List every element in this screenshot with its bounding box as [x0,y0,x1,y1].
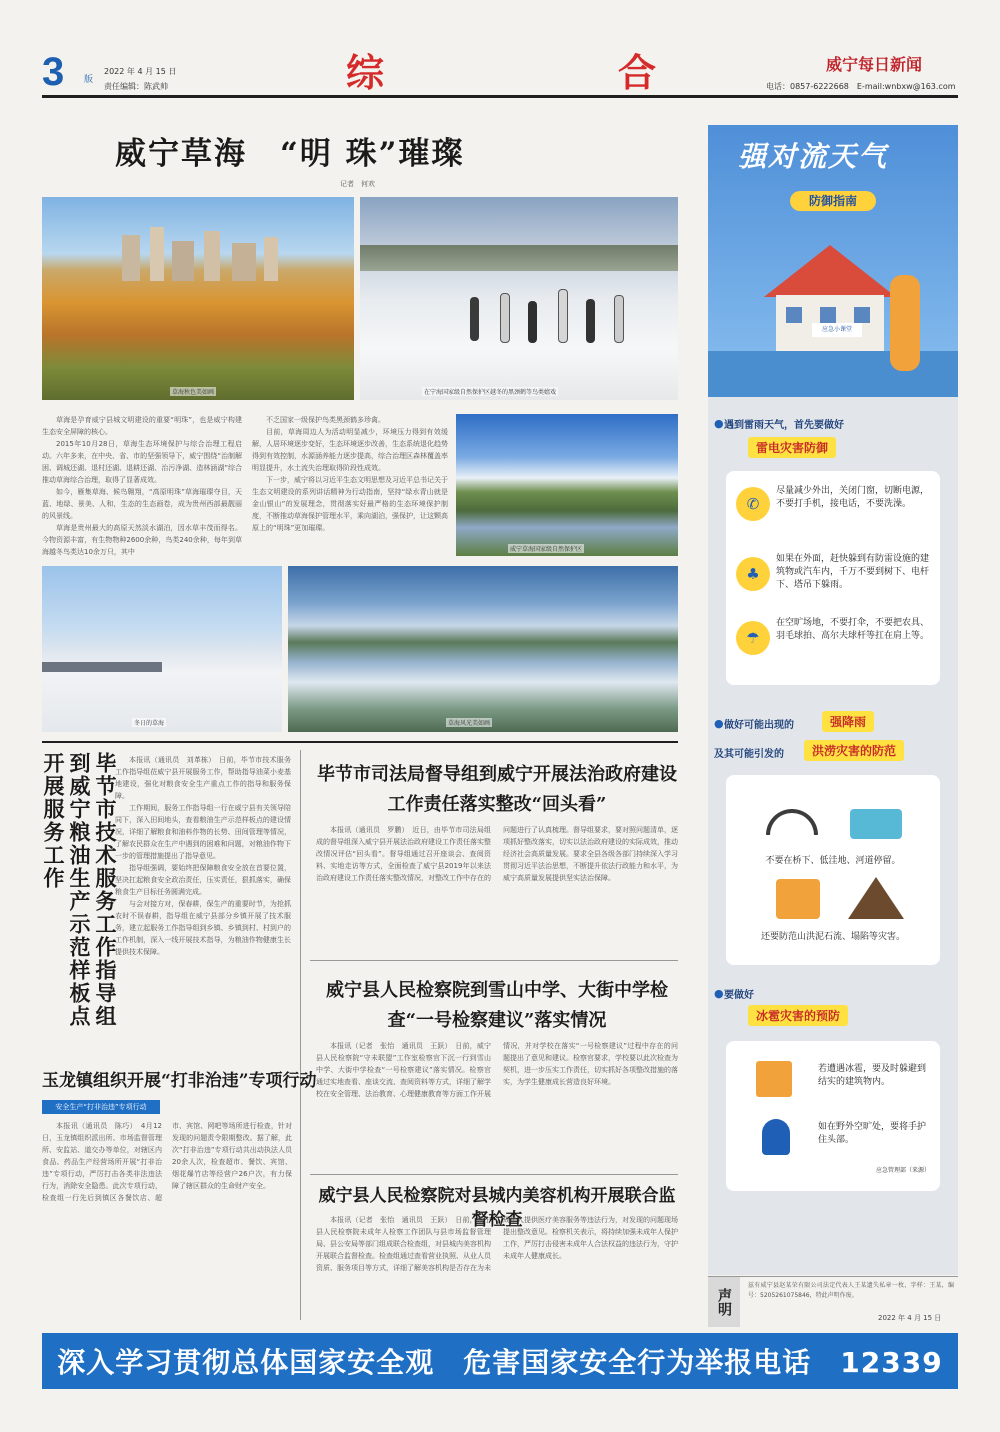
poster-subtitle: 防御指南 [790,191,876,211]
vertical-story-body [115,754,291,1050]
sifa-para: 本报讯（通讯员 罗鹏） 近日，由毕节市司法局组成的督导组深入威宁县开展法治政府建设工作责任落实整改情况评估“回头看”。督导组通过召开座谈会、查阅资料、实地走访等方式，全面检查了威宁县2019年以来法治政府建设工作责任落实整改情况，对整改工作中存在的问题进行了认真梳理。督导组要求，要对照问题清单，逐项抓好整改落实，切实以法治政府建设的实际成效，推动经济社会高质量发展。要求全县各级各部门持续深入学习贯彻习近平法治思想，不断提升依法行政能力和水平，为威宁高质量发展提供坚实法治保障。 [316,826,678,882]
sec2-lead2: 及其可能引发的 [714,749,784,760]
notice-text: 兹有威宁县赵某荣有限公司法定代表人王某遗失私章一枚，字样：王某，编号：5205261075846，特此声明作废。 [748,1282,954,1299]
issue-date: 2022 年 4 月 15 日 [104,67,177,76]
sifa-body [316,824,678,950]
notice-label: 声明 [708,1277,740,1327]
bullet-icon: ● [714,717,724,730]
page-meta [104,64,176,94]
poster-sign: 应急小课堂 [812,323,862,337]
poster-credit: 应急管理部（来源） [876,1167,931,1174]
caption-cranes: 在宁海国家级自然保护区越冬的黑颈鹤等鸟类嬉戏 [424,389,557,396]
house-roof-shape [764,245,896,297]
tip-text: 尽量减少外出，关闭门窗，切断电源，不要打手机，接电话，不要洗澡。 [776,486,930,509]
feature-col1 [42,414,242,566]
tip-text: 不要在桥下、低洼地、河道停留。 [765,856,901,866]
paper-name: 威宁每日新闻 [826,55,923,74]
story-divider [310,1174,678,1175]
feature-col1-para: 如今，雁集草海、候鸟翱翔，“高原明珠”草海璀璨夺目，天蓝、地绿、景美、人和，生态的生态画卷，成为贵州西部最靓丽的风景线。 [42,488,242,520]
feature-col2-para: 下一步，威宁将以习近平生态文明思想及习近平总书记关于生态文明建设的系列讲话精神为行动指南，坚持“绿水青山就是金山银山”的发展理念，贯彻落实好最严格的生态环境保护制度，不断推动草海保护管理水平，乘向湖泊，强保护，让这颗高原上的“明珠”更加璀璨。 [252,476,448,532]
photo-lake [288,566,678,732]
sec3-lead: 要做好 [724,990,754,1001]
caption-wetland: 威宁草海国家级自然保护区 [510,546,583,553]
vertical-story-para: 指导组强调，要始终把保障粮食安全放在首要位置，坚决扛起粮食安全政治责任，压实责任，狠抓落实，确保粮食生产目标任务圆满完成。 [115,864,291,896]
hail-tips-card [726,1041,940,1191]
vertical-story-para: 本报讯（通讯员 刘革栋） 日前，毕节市技术服务工作指导组莅威宁县开展服务工作，帮助指导油菜小麦基地建设，强化对粮食安全生产重点工作的指导和服务保障。 [115,756,291,800]
vertical-story-para: 工作期间，服务工作指导组一行在威宁县有关领导陪同下，深入田间地头，查看粮油生产示范样板点的建设情况，详细了解粮食和油料作物的长势、田间管理等情况，了解农民群众在生产中遇到的困难和问题，对粮油作物下一步的管理措施提出了指导意见。 [115,804,291,860]
vertical-story-para: 与会对接方对，保春耕，保生产的重要时节，为抢抓农时不误春耕，指导组在威宁县部分乡镇开展了技术服务，建立起服务工作指导组到乡镇、乡镇到村、村到户的工作机制，深入一线开展技术指导，为粮油作物健康生长提供技术保障。 [115,900,291,956]
sec3-pill: 冰雹灾害的预防 [748,1005,848,1026]
shelter-icon [756,1061,792,1097]
masthead-rule [42,95,958,98]
umbrella-off-icon: ☂ [736,621,770,655]
feature-col2-para: 不乏国家一级保护鸟类黑颈鹤多珍禽。 [266,416,385,424]
feature-headline: 威宁草海 “明 珠”璀璨 [115,136,465,172]
jcy1-para: 本报讯（记者 张怡 通讯员 王跃） 日前，威宁县人民检察院“守未联盟”工作室检察官下沉一行到雪山中学、大街中学检查“一号检察建议”落实情况。检察官通过实地查看、座谈交流、查阅资料等方式，详细了解学校在安全管理、法治教育、心理健康教育等方面工作开展情况，并对学校在落实“一号检察建议”过程中存在的问题提出了意见和建议。检察官要求，学校要以此次检查为契机，进一步压实工作责任，切实抓好各项整改措施的落实，为学生健康成长营造良好环境。 [316,1042,678,1098]
yulong-body [42,1120,292,1325]
bullet-icon: ● [714,417,724,430]
photo-cranes [360,197,678,400]
bullet-icon: ● [714,987,724,1000]
contact-info: 电话：0857-6222668 E-mail:wnbxw@163.com [766,82,956,91]
vertical-story-headline: 毕节市技术服务工作指导组到威宁粮油生产示范样板点开展服务工作 [41,752,118,1028]
flood-tips-card [726,775,940,965]
sec1-lead: 遇到雷雨天气，首先要做好 [724,420,844,431]
story-divider [310,960,678,961]
photo-winter [42,566,282,732]
person-icon [890,275,920,371]
feature-col1-para: 草海是贵州最大的高原天然淡水湖泊，因水草丰茂而得名。今物资源丰富，有生物物种2600余种，鸟类240余种，每年到草海越冬鸟类达10余万只，其中 [42,524,242,556]
jcy2-para: 本报讯（记者 张怡 通讯员 王跃） 日前，威宁县人民检察院未成年人检察工作团队与县市场监督管理局、县公安局等部门组成联合检查组，对县城内美容机构开展联合监督检查。检查组通过查看营业执照、从业人员资质、服务项目等方式，详细了解美容机构是否存在为未成年人提供医疗美容服务等违法行为，对发现的问题现场提出整改意见。检察机关表示，将持续加强未成年人保护工作，严厉打击侵害未成年人合法权益的违法行为，守护未成年人健康成长。 [316,1216,678,1272]
feature-col2 [252,414,448,566]
security-hotline-banner: 深入学习贯彻总体国家安全观 危害国家安全行为举报电话 12339 [42,1333,958,1389]
tip-text: 如果在外面，赶快躲到有防雷设施的建筑物或汽车内，千万不要到树下、电杆下、塔吊下躲雨。 [776,554,930,590]
feature-col1-para: 草海是孕育威宁县城文明建设的重要“明珠”，也是威宁构建生态安全屏障的核心。 [42,416,242,436]
tree-off-icon: ♣ [736,557,770,591]
feature-col2-para: 目前，草海周边人为活动明显减少，环境压力得到有效缓解，人居环境逐步变好，生态环境逐步改善，生态系统退化趋势得到有效控制，水源涵养能力逐步提高，综合治理区森林覆盖率明显提升，水土流失治理取得阶段性成效。 [252,428,448,472]
notice-date: 2022 年 4 月 15 日 [878,1314,942,1322]
page-suffix: 版 [84,75,94,85]
person-cover-head-icon [762,1119,790,1155]
column-divider [300,750,301,1320]
caption-autumn: 草海秋色美如画 [172,389,215,396]
water-icon [850,809,902,839]
jcy2-headline: 威宁县人民检察院对县城内美容机构开展联合监督检查 [318,1186,676,1230]
feature-byline: 记者 何欢 [340,180,375,188]
yulong-tag: 安全生产“打非治违”专项行动 [42,1100,160,1114]
house-flood-icon [776,879,820,919]
weather-poster [708,125,958,1275]
section-title [346,42,656,97]
jcy2-body [316,1214,678,1324]
landslide-icon [848,877,904,919]
jcy1-body [316,1040,678,1170]
notice [708,1276,958,1326]
tip-text: 在空旷场地，不要打伞，不要把农具、羽毛球拍、高尔夫球杆等扛在肩上等。 [776,618,930,641]
photo-wetland [456,414,678,556]
feature-col1-para: 2015年10月28日，草海生态环境保护与综合治理工程启动。六年多来，在中央、省、市的坚强领导下，威宁围绕“治制解困、调城还湖、退村还湖、退耕还湖、治污净湖、造林涵湖”综合推动草海综合治理，取得了显著成效。 [42,440,242,484]
poster-header [708,125,958,397]
section-title-char2: 合 [617,50,656,95]
sec2-pill: 强降雨 [822,711,874,732]
yulong-para: 本报讯（通讯员 陈巧） 4月12日，玉龙镇组织派出所、市场监督管理所、安监站、道交办等单位，对辖区内食品、药品生产经营场所开展“打非治违”专项行动，严厉打击各类非法违法行为，消除安全隐患。此次专项行动，检查组一行先后到镇区各餐饮店、超市、宾馆、网吧等场所进行检查，针对发现的问题责令限期整改。据了解，此次“打非治违”专项行动共出动执法人员20余人次，检查超市、餐饮、宾馆、烟花爆竹店等经营户26户次，有力保障了辖区群众的生命财产安全。 [42,1122,292,1202]
section-rule [42,741,678,743]
tip-text: 还要防范山洪泥石流、塌陷等灾害。 [760,932,905,942]
phone-off-icon: ✆ [736,487,770,521]
poster-title: 强对流天气 [738,140,889,173]
photo-autumn-city [42,197,354,400]
yulong-headline: 玉龙镇组织开展“打非治违”专项行动 [42,1071,317,1091]
sec2-lead: 做好可能出现的 [724,720,794,731]
caption-winter: 冬日的草海 [134,720,165,727]
sifa-headline: 毕节市司法局督导组到威宁开展法治政府建设工作责任落实整改“回头看” [317,764,677,815]
sec1-pill: 雷电灾害防御 [748,437,836,458]
section-title-char1: 综 [346,50,385,95]
editor-credit: 责任编辑：陈武帅 [104,82,168,91]
tip-text: 若遭遇冰雹，要及时躲避到结实的建筑物内。 [818,1064,927,1087]
tip-text: 如在野外空旷处，要将手护住头部。 [818,1122,927,1145]
jcy1-headline: 威宁县人民检察院到雪山中学、大街中学检查“一号检察建议”落实情况 [326,980,668,1031]
sec2-pill2: 洪涝灾害的防范 [804,740,904,761]
lightning-tips-card [726,471,940,685]
caption-lake: 草海风光美如画 [448,720,491,727]
bridge-icon [766,809,818,835]
page-number: 3 [42,50,65,94]
